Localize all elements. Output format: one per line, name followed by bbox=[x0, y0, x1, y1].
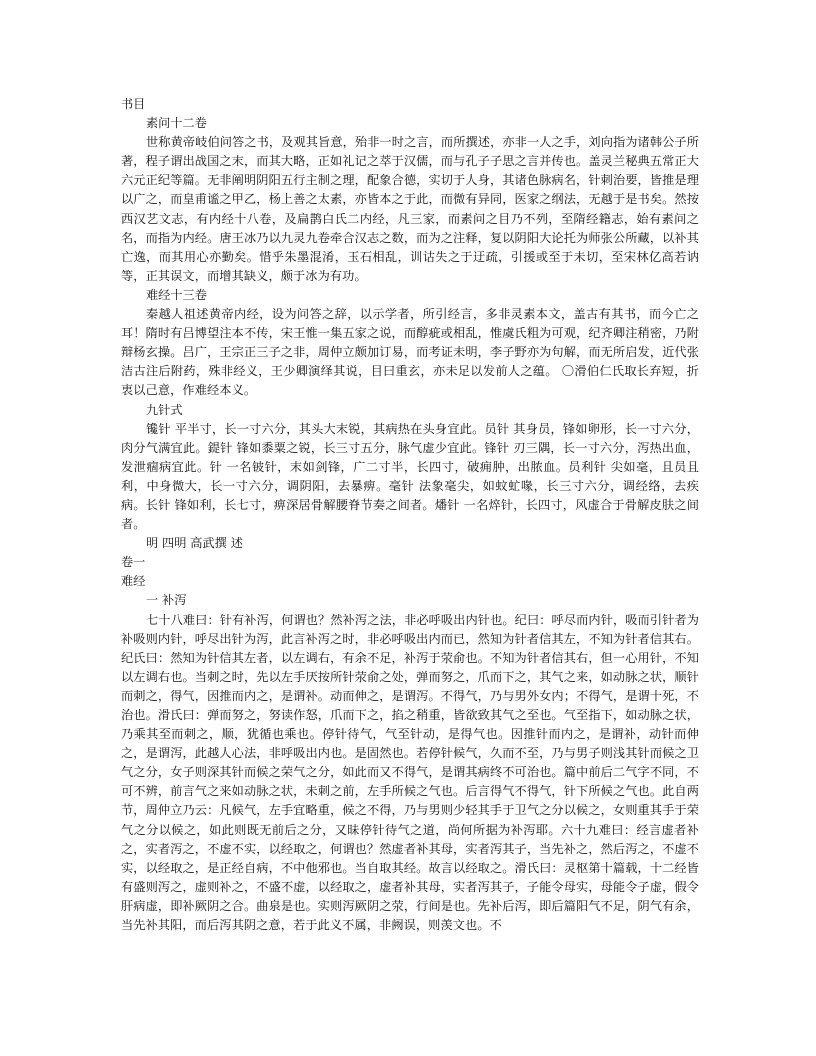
section-title: 难经十三卷 bbox=[146, 287, 207, 302]
section-suwen bbox=[121, 114, 699, 286]
section-body: 世称黄帝岐伯问答之书，及观其旨意，殆非一时之言，而所撰述，亦非一人之手，刘向指为诸韩公子所著，程子谓出战国之末，而其大略，正如礼记之萃于汉儒，而与孔子子思之言并传也。盖灵兰秘典五常正大六元正纪等篇。无非阐明阴阳五行主制之理，配象合德，实切于人身，其诸色脉病名，针刺治要，皆推是理以广之，而皇甫谧之甲乙，杨上善之太素，亦皆本之于此，而微有异同，医家之纲法，无越于是书矣。然按西汉艺文志，有内经十八卷，及扁鹊白氏二内经，凡三家，而素问之目乃不列，至隋经籍志，始有素问之名，而指为内经。唐王冰乃以九灵九卷牵合汉志之数，而为之注释，复以阴阳大论托为师张公所藏，以补其亡逸，而其用心亦勤矣。惜乎朱墨混淆，玉石相乱，训诂失之于迂疏，引援或至于未切，至宋林亿高若讷等，正其误文，而增其缺义，颇于冰为有功。 bbox=[121, 135, 699, 283]
volume-title: 卷一 bbox=[121, 555, 146, 570]
subsection-title: 一 补泻 bbox=[146, 593, 187, 608]
section-title: 九针式 bbox=[146, 402, 183, 417]
section-nanjing bbox=[121, 286, 699, 401]
section-title: 素问十二卷 bbox=[146, 116, 207, 131]
section-jiuzhen bbox=[121, 401, 699, 535]
main-text: 七十八难曰：针有补泻，何谓也？然补泻之法，非必呼吸出内针也。纪曰：呼尽而内针，吸而引针者为补吸则内针，呼尽出针为泻，此言补泻之时，非必呼吸出内而已，然知为针者信其左，不知为针者信其右。纪氏曰：然知为针信其左者，以左调右，有余不足，补泻于荥俞也。不知为针者信其右，但一心用针，不知以左调右也。当刺之时，先以左手厌按所针荥俞之处，弹而努之，爪而下之，其气之来，如动脉之状，顺针而刺之，得气，因推而内之，是谓补。动而伸之，是谓泻。不得气，乃与男外女内；不得气，是谓十死，不治也。滑氏曰：弹而努之，努读作怒，爪而下之，掐之稍重，皆欲致其气之至也。气至指下，如动脉之状，乃乘其至而刺之，顺，犹循也乘也。停针待气，气至针动，是得气也。因推针而内之，是谓补，动针而伸之，是谓泻，此越人心法，非呼吸出内也。是固然也。若停针候气，久而不至，乃与男子则浅其针而候之卫气之分，女子则深其针而候之荣气之分，如此而又不得气，是谓其病终不可治也。篇中前后二气字不同，不可不辨，前言气之来如动脉之状，未刺之前，左手所候之气也。后言得气不得气，针下所候之气也。此自两节，周仲立乃云：凡候气，左手宜略重，候之不得，乃与男则少轻其手于卫气之分以候之，女则重其手于荣气之分以候之，如此则既无前后之分，又昧停针待气之道，尚何所据为补泻耶。六十九难曰：经言虚者补之，实者泻之，不虚不实，以经取之，何谓也？然虚者补其母，实者泻其子，当先补之，然后泻之，不虚不实，以经取之，是正经自病，不中他邪也。当自取其经。故言以经取之。滑氏曰：灵枢第十篇载，十二经皆有盛则泻之，虚则补之，不盛不虚，以经取之，虚者补其母，实者泻其子，子能令母实，母能令子虚，假令肝病虚，即补厥阴之合。曲泉是也。实则泻厥阴之荥，行间是也。先补后泻，即后篇阳气不足，阴气有余，当先补其阳，而后泻其阴之意，若于此义不属，非阙误，则羡文也。不 bbox=[121, 612, 699, 933]
author-line: 明 四明 高武撰 述 bbox=[146, 536, 243, 551]
document-page bbox=[121, 95, 699, 935]
section-body: 秦越人祖述黄帝内经，设为问答之辞，以示学者，所引经言，多非灵素本文，盖古有其书，而今亡之耳！隋时有吕博望注本不传，宋王惟一集五家之说，而醇疵或相乱，惟虞氏粗为可观，纪齐卿注稍密，乃附辩杨玄操。吕广，王宗正三子之非，周仲立颇加订易，而考证未明，李子野亦为句解，而无所启发，近代张洁古注后附药，殊非经义，王少卿演绎其说，目曰重玄，亦未足以发前人之蕴。 〇滑伯仁氏取长弃短，折衷以己意，作难经本义。 bbox=[121, 307, 699, 398]
chapter-title: 难经 bbox=[121, 574, 146, 589]
section-body: 镵针 平半寸，长一寸六分，其头大末锐，其病热在头身宜此。员针 其身员，锋如卵形，长一寸六分，肉分气满宜此。鍉针 锋如黍粟之锐，长三寸五分，脉气虚少宜此。锋针 刃三隅，长一寸六分，泻热出血，发泄痼病宜此。针 一名铍针，末如剑锋，广二寸半，长四寸，破痈肿，出脓血。员利针 尖如毫，且员且利，中身微大，长一寸六分，调阴阳，去暴痹。毫针 法象毫尖，如蚊虻喙，长三寸六分，调经络，去疾病。长针 锋如利，长七寸，痹深居骨解腰脊节奏之间者。燔针 一名焠针，长四寸，风虚合于骨解皮肤之间者。 bbox=[121, 421, 699, 532]
heading: 书目 bbox=[121, 97, 146, 111]
